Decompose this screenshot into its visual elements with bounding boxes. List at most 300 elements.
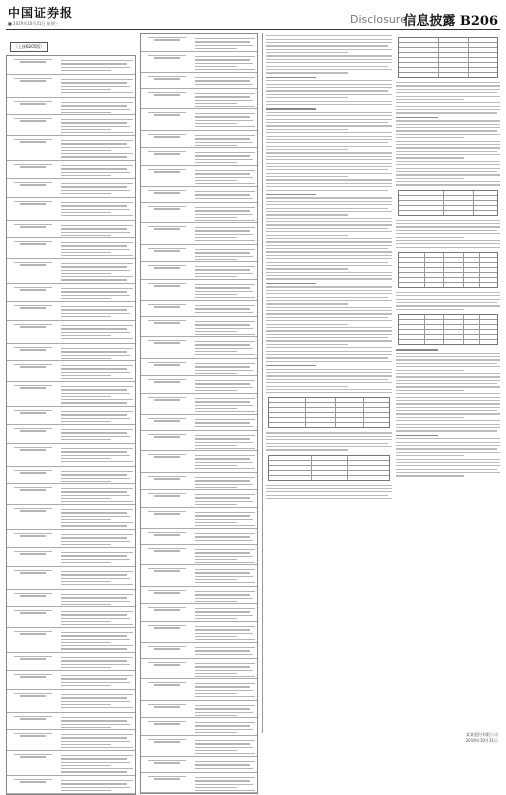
text-line: [266, 52, 348, 53]
text-line: [266, 334, 392, 335]
fund-entry: [141, 109, 257, 131]
text-line: [195, 753, 255, 754]
text-line: [195, 422, 250, 423]
text-line: [266, 112, 392, 113]
masthead-rule: [6, 29, 500, 30]
fund-detail-cell: [195, 189, 255, 201]
text-line: [61, 664, 130, 665]
section-title: 信息披露 B206: [403, 14, 498, 29]
fund-name-cell: [143, 54, 191, 60]
text-line: [61, 153, 133, 154]
text-line: [61, 60, 133, 61]
text-line: [195, 398, 255, 399]
text-line: [61, 762, 130, 763]
fund-name-cell: [9, 532, 57, 538]
fund-detail-cell: [195, 606, 255, 621]
text-line: [266, 449, 348, 450]
fund-detail-cell: [61, 732, 133, 750]
text-line: [195, 214, 253, 215]
data-table: [268, 455, 390, 481]
text-line: [195, 633, 253, 634]
fund-name-cell: [143, 738, 191, 744]
fund-detail-cell: [61, 58, 133, 73]
text-line: [266, 97, 348, 98]
text-line: [61, 734, 133, 735]
subheading: [266, 108, 316, 110]
fund-entry: [7, 653, 135, 671]
fund-entry: [7, 284, 135, 302]
text-line: [61, 758, 127, 759]
text-line: [195, 787, 237, 788]
text-line: [396, 237, 464, 238]
fund-name-cell: [9, 77, 57, 83]
text-line: [195, 210, 250, 211]
text-line: [195, 38, 255, 39]
text-line: [61, 316, 111, 317]
text-line: [61, 682, 130, 683]
text-line: [61, 79, 133, 80]
text-line: [396, 305, 500, 306]
fund-detail-cell: [195, 396, 255, 414]
text-line: [61, 451, 127, 452]
text-line: [266, 35, 392, 36]
fund-detail-cell: [61, 384, 133, 406]
footer-date: 2019年10月31日: [465, 738, 498, 743]
text-line: [61, 263, 133, 264]
fund-name-cell: [9, 363, 57, 369]
text-line: [266, 357, 388, 358]
text-line: [195, 686, 250, 687]
fund-name-cell: [9, 100, 57, 106]
fund-entry: [141, 359, 257, 376]
fund-name-cell: [9, 609, 57, 615]
text-line: [61, 660, 127, 661]
fund-entry: [141, 245, 257, 262]
text-line: [61, 768, 133, 769]
text-line: [61, 309, 127, 310]
text-line: [266, 136, 392, 137]
fund-detail-cell: [195, 510, 255, 528]
fund-detail-cell: [61, 630, 133, 652]
fund-detail-cell: [61, 446, 133, 464]
text-line: [195, 308, 250, 309]
text-line: [195, 113, 255, 114]
fund-detail-cell: [195, 645, 255, 657]
text-line: [396, 403, 500, 404]
text-line: [266, 149, 348, 150]
text-line: [266, 300, 392, 301]
text-line: [266, 443, 388, 444]
subheading: [396, 117, 438, 119]
text-line: [195, 217, 237, 218]
fund-entry: [141, 280, 257, 301]
fund-entry: [141, 301, 257, 317]
fund-detail-cell: [61, 592, 133, 607]
text-line: [266, 45, 388, 46]
text-line: [195, 237, 237, 238]
fund-detail-cell: [61, 240, 133, 258]
fund-detail-cell: [195, 36, 255, 51]
text-line: [61, 720, 127, 721]
text-line: [195, 477, 255, 478]
text-line: [195, 626, 255, 627]
text-line: [266, 119, 392, 120]
text-line: [195, 579, 237, 580]
text-line: [195, 497, 250, 498]
fund-name-cell: [143, 319, 191, 325]
fund-entry: [7, 690, 135, 713]
text-line: [61, 393, 130, 394]
fund-detail-cell: [195, 150, 255, 165]
text-line: [396, 151, 497, 152]
fund-name-cell: [9, 200, 57, 206]
text-line: [195, 705, 255, 706]
text-line: [61, 67, 130, 68]
text-line: [396, 353, 500, 354]
fund-name-cell: [9, 181, 57, 187]
text-line: [266, 248, 388, 249]
text-line: [61, 368, 127, 369]
text-line: [195, 256, 253, 257]
text-line: [195, 442, 253, 443]
text-line: [195, 598, 253, 599]
text-line: [61, 648, 127, 649]
text-line: [396, 109, 500, 110]
text-line: [266, 231, 392, 232]
fund-detail-cell: [61, 138, 133, 160]
fund-detail-cell: [195, 264, 255, 279]
text-line: [266, 69, 392, 70]
fund-name-cell: [143, 205, 191, 211]
fund-name-cell: [143, 589, 191, 595]
fund-name-cell: [143, 225, 191, 231]
text-line: [266, 186, 392, 187]
fund-detail-cell: [195, 247, 255, 262]
text-line: [61, 92, 133, 93]
fund-entry: [141, 262, 257, 280]
fund-entry: [141, 223, 257, 245]
text-line: [266, 72, 348, 73]
text-line: [195, 366, 250, 367]
fund-name-cell: [9, 304, 57, 310]
text-line: [61, 790, 111, 791]
fund-name-cell: [143, 303, 191, 309]
text-line: [396, 465, 500, 466]
body-text-column-2: [396, 33, 500, 723]
text-line: [195, 747, 253, 748]
fund-name-cell: [9, 261, 57, 267]
text-line: [396, 164, 500, 165]
text-line: [266, 208, 388, 209]
text-line: [195, 411, 255, 412]
text-line: [195, 611, 250, 612]
text-line: [396, 469, 497, 470]
fund-entry: [7, 344, 135, 361]
fund-name-cell: [143, 378, 191, 384]
text-line: [195, 383, 250, 384]
text-line: [195, 194, 250, 195]
fund-detail-cell: [61, 286, 133, 301]
text-line: [61, 436, 130, 437]
text-line: [195, 334, 255, 335]
text-line: [195, 341, 255, 342]
text-line: [396, 420, 500, 421]
text-line: [195, 401, 250, 402]
text-line: [61, 186, 127, 187]
text-line: [396, 181, 500, 182]
fund-entry: [7, 115, 135, 136]
text-line: [195, 512, 255, 513]
text-line: [396, 424, 500, 425]
fund-detail-cell: [61, 486, 133, 504]
text-line: [266, 80, 392, 81]
text-line: [61, 245, 127, 246]
fund-detail-cell: [195, 54, 255, 72]
fund-entry: [7, 321, 135, 344]
text-line: [266, 275, 392, 276]
text-line: [195, 629, 250, 630]
fund-detail-cell: [61, 469, 133, 484]
text-line: [195, 234, 253, 235]
text-line: [195, 145, 237, 146]
text-line: [195, 455, 255, 456]
text-line: [195, 328, 253, 329]
text-line: [266, 245, 392, 246]
fund-name-cell: [143, 396, 191, 402]
fund-name-cell: [143, 759, 191, 765]
fund-entry: [7, 75, 135, 98]
text-line: [396, 417, 464, 418]
text-line: [61, 727, 111, 728]
text-line: [195, 344, 250, 345]
text-line: [195, 572, 250, 573]
fund-name-cell: [9, 778, 57, 784]
text-line: [195, 522, 237, 523]
text-line: [61, 365, 133, 366]
text-line: [266, 320, 392, 321]
text-line: [266, 495, 388, 496]
text-line: [195, 525, 255, 526]
text-line: [195, 676, 255, 677]
fund-detail-cell: [195, 681, 255, 699]
fund-detail-cell: [195, 303, 255, 315]
fund-entry: [7, 98, 135, 115]
fund-detail-cell: [195, 91, 255, 109]
text-line: [61, 279, 127, 280]
text-line: [195, 419, 255, 420]
fund-list-table: [6, 55, 136, 795]
text-line: [195, 764, 250, 765]
fund-detail-cell: [61, 117, 133, 135]
text-line: [396, 82, 500, 83]
text-line: [61, 780, 133, 781]
fund-detail-cell: [195, 339, 255, 357]
fund-entry: [7, 136, 135, 161]
fund-name-cell: [143, 681, 191, 687]
fund-entry: [141, 131, 257, 148]
fund-entry: [141, 148, 257, 166]
text-line: [195, 465, 237, 466]
fund-entry: [7, 505, 135, 530]
fund-entry: [141, 679, 257, 701]
fund-detail-cell: [61, 77, 133, 95]
text-line: [195, 312, 253, 313]
text-line: [266, 66, 388, 67]
fund-entry: [7, 730, 135, 751]
page-footer: [466, 732, 498, 744]
text-line: [61, 611, 133, 612]
text-line: [396, 452, 500, 453]
fund-entry: [141, 394, 257, 415]
text-line: [61, 190, 130, 191]
text-line: [195, 594, 250, 595]
text-line: [266, 347, 392, 348]
text-line: [266, 211, 392, 212]
text-line: [61, 335, 111, 336]
text-line: [195, 351, 237, 352]
text-line: [61, 172, 130, 173]
text-line: [266, 258, 392, 259]
text-line: [61, 481, 111, 482]
text-line: [266, 218, 392, 219]
fund-name-cell: [9, 346, 57, 352]
fund-detail-cell: [195, 168, 255, 186]
fund-detail-cell: [61, 569, 133, 587]
fund-entry: [7, 198, 135, 221]
text-line: [266, 224, 392, 225]
text-line: [195, 266, 255, 267]
text-line: [61, 429, 133, 430]
text-line: [266, 265, 392, 266]
fund-entry: [141, 166, 257, 187]
table-row: [399, 211, 497, 215]
fund-name-cell: [143, 417, 191, 423]
text-line: [61, 411, 133, 412]
text-line: [61, 724, 130, 725]
text-line: [396, 106, 500, 107]
text-line: [195, 370, 253, 371]
text-line: [61, 559, 130, 560]
text-line: [61, 639, 130, 640]
text-line: [61, 488, 133, 489]
text-line: [266, 55, 392, 56]
text-line: [61, 358, 111, 359]
text-line: [195, 363, 255, 364]
fund-name-cell: [143, 264, 191, 270]
fund-detail-cell: [195, 361, 255, 376]
fund-entry: [141, 451, 257, 473]
text-line: [396, 243, 500, 244]
text-line: [61, 252, 111, 253]
text-line: [396, 390, 464, 391]
text-line: [396, 96, 500, 97]
fund-detail-cell: [61, 715, 133, 730]
fund-name-cell: [9, 692, 57, 698]
fund-detail-cell: [61, 200, 133, 218]
fund-entry: [141, 73, 257, 89]
text-line: [61, 168, 127, 169]
fund-entry: [141, 89, 257, 109]
text-line: [195, 354, 255, 355]
text-line: [61, 509, 133, 510]
text-line: [396, 240, 500, 241]
text-line: [61, 578, 130, 579]
text-line: [266, 354, 392, 355]
text-line: [61, 601, 130, 602]
text-line: [195, 227, 255, 228]
fund-entry: [141, 773, 257, 793]
text-line: [61, 697, 127, 698]
fund-detail-cell: [195, 567, 255, 585]
text-line: [195, 159, 253, 160]
text-line: [266, 84, 392, 85]
text-line: [195, 494, 255, 495]
text-line: [61, 478, 130, 479]
text-line: [61, 89, 111, 90]
text-line: [266, 255, 392, 256]
text-line: [266, 436, 392, 437]
text-line: [266, 290, 392, 291]
text-line: [396, 475, 464, 476]
text-line: [266, 42, 392, 43]
subheading: [266, 365, 316, 367]
data-table: [398, 252, 498, 288]
text-line: [195, 690, 253, 691]
text-line: [61, 544, 111, 545]
text-line: [61, 474, 127, 475]
text-line: [61, 270, 130, 271]
text-line: [266, 337, 388, 338]
text-line: [195, 683, 255, 684]
text-line: [195, 458, 250, 459]
text-line: [61, 266, 127, 267]
text-line: [195, 287, 250, 288]
text-line: [61, 675, 133, 676]
text-line: [266, 90, 388, 91]
text-line: [61, 82, 127, 83]
fund-name-cell: [9, 384, 57, 390]
text-line: [61, 783, 127, 784]
text-line: [195, 103, 237, 104]
fund-entry: [141, 473, 257, 490]
fund-name-cell: [9, 286, 57, 292]
fund-detail-cell: [195, 417, 255, 429]
text-line: [396, 430, 497, 431]
text-line: [61, 375, 111, 376]
text-line: [61, 386, 133, 387]
text-line: [266, 379, 388, 380]
fund-entry: [141, 643, 257, 659]
text-line: [195, 777, 255, 778]
text-line: [61, 635, 127, 636]
text-line: [61, 112, 111, 113]
text-line: [61, 235, 111, 236]
text-line: [266, 375, 392, 376]
text-line: [396, 130, 497, 131]
text-line: [195, 601, 237, 602]
text-line: [396, 413, 500, 414]
text-line: [195, 162, 237, 163]
text-line: [266, 235, 348, 236]
fund-detail-cell: [61, 427, 133, 442]
text-line: [61, 522, 133, 523]
fund-entry: [141, 565, 257, 587]
table-row: [399, 73, 497, 77]
text-line: [61, 498, 111, 499]
text-line: [195, 96, 250, 97]
text-line: [396, 233, 500, 234]
text-line: [195, 729, 253, 730]
